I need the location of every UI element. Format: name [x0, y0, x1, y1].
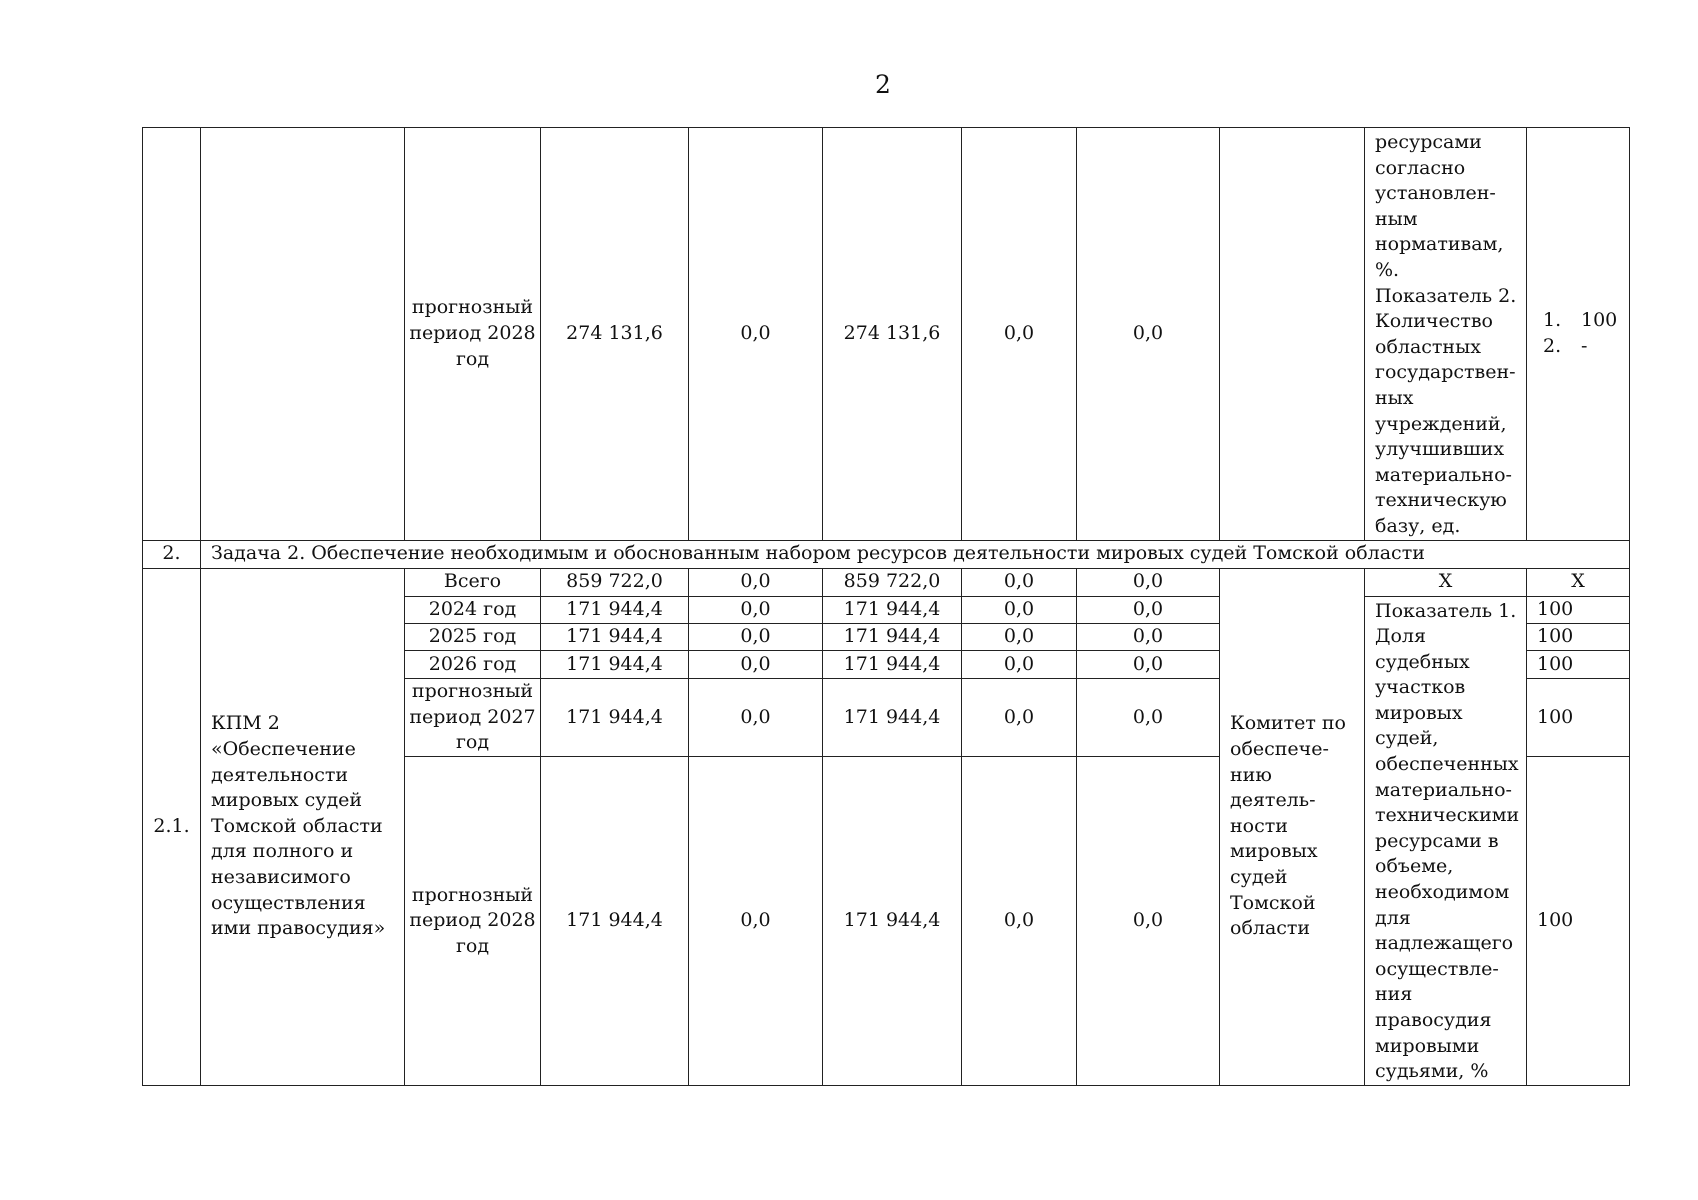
page-number: 2: [875, 70, 891, 99]
cell-federal: 0,0: [689, 650, 823, 678]
item-indicator: Показатель 1. Доля судебных участков мировых судей, обеспеченных материально-техническими ресурсами в объеме, необходимом для надлежащего осуществле-ния правосудия мировыми судьями, %: [1365, 596, 1527, 1085]
cell-total: 171 944,4: [541, 757, 689, 1086]
cell-regional: 171 944,4: [823, 596, 962, 623]
cell-target: 100: [1527, 596, 1630, 623]
cell-target: 100: [1527, 678, 1630, 756]
cell-total: 274 131,6: [541, 128, 689, 541]
cell-total: 171 944,4: [541, 596, 689, 623]
list-item: [1543, 334, 1629, 360]
indicator-header: Х: [1365, 568, 1527, 596]
target-list: [1527, 308, 1629, 359]
cell-target: 100: [1527, 623, 1630, 650]
cell-federal: 0,0: [689, 623, 823, 650]
cell-other: 0,0: [1077, 650, 1220, 678]
cell-other: 0,0: [1077, 623, 1220, 650]
program-table: [142, 127, 1630, 1086]
table-row: [143, 568, 1630, 596]
cell-local: 0,0: [962, 596, 1077, 623]
cell-period: 2024 год: [405, 596, 541, 623]
cell-other: 0,0: [1077, 757, 1220, 1086]
cell-number: [143, 128, 201, 541]
cell-federal: 0,0: [689, 568, 823, 596]
cell-regional: 171 944,4: [823, 678, 962, 756]
cell-other: 0,0: [1077, 596, 1220, 623]
target-header: Х: [1527, 568, 1630, 596]
cell-period: прогнозный период 2028 год: [405, 757, 541, 1086]
cell-local: 0,0: [962, 757, 1077, 1086]
cell-period: 2026 год: [405, 650, 541, 678]
cell-local: 0,0: [962, 678, 1077, 756]
table-row: [143, 128, 1630, 541]
cell-total: 171 944,4: [541, 678, 689, 756]
cell-federal: 0,0: [689, 596, 823, 623]
cell-target: 100: [1527, 650, 1630, 678]
cell-other: 0,0: [1077, 128, 1220, 541]
cell-total: 171 944,4: [541, 650, 689, 678]
task-row: [143, 540, 1630, 568]
cell-regional: 171 944,4: [823, 650, 962, 678]
item-responsible: Комитет по обеспече-нию деятель-ности мировых судей Томской области: [1220, 568, 1365, 1085]
cell-other: 0,0: [1077, 678, 1220, 756]
cell-federal: 0,0: [689, 128, 823, 541]
target-number: 2.: [1543, 334, 1562, 357]
cell-federal: 0,0: [689, 757, 823, 1086]
cell-responsible: [1220, 128, 1365, 541]
target-number: 1.: [1543, 309, 1562, 332]
cell-local: 0,0: [962, 128, 1077, 541]
cell-period: 2025 год: [405, 623, 541, 650]
cell-period: прогнозный период 2028 год: [405, 128, 541, 541]
task-number: 2.: [143, 540, 201, 568]
cell-name: [201, 128, 405, 541]
cell-indicators: ресурсами согласно установлен-ным нормативам, %. Показатель 2. Количество областных государствен-ных учреждений, улучшивших материально-техническую базу, ед.: [1365, 128, 1527, 541]
cell-target: 100: [1527, 757, 1630, 1086]
cell-local: 0,0: [962, 568, 1077, 596]
cell-regional: 274 131,6: [823, 128, 962, 541]
cell-period: Всего: [405, 568, 541, 596]
cell-total: 171 944,4: [541, 623, 689, 650]
target-value: 100: [1581, 309, 1618, 332]
target-value: -: [1581, 334, 1588, 357]
cell-total: 859 722,0: [541, 568, 689, 596]
cell-period: прогнозный период 2027 год: [405, 678, 541, 756]
cell-local: 0,0: [962, 623, 1077, 650]
cell-other: 0,0: [1077, 568, 1220, 596]
cell-local: 0,0: [962, 650, 1077, 678]
item-number: 2.1.: [143, 568, 201, 1085]
list-item: [1543, 308, 1629, 334]
cell-regional: 859 722,0: [823, 568, 962, 596]
cell-regional: 171 944,4: [823, 623, 962, 650]
cell-regional: 171 944,4: [823, 757, 962, 1086]
cell-federal: 0,0: [689, 678, 823, 756]
cell-targets: [1527, 128, 1630, 541]
item-name: КПМ 2 «Обеспечение деятельности мировых судей Томской области для полного и независимого осуществления ими правосудия»: [201, 568, 405, 1085]
task-title: Задача 2. Обеспечение необходимым и обоснованным набором ресурсов деятельности мировых судей Томской области: [201, 540, 1630, 568]
